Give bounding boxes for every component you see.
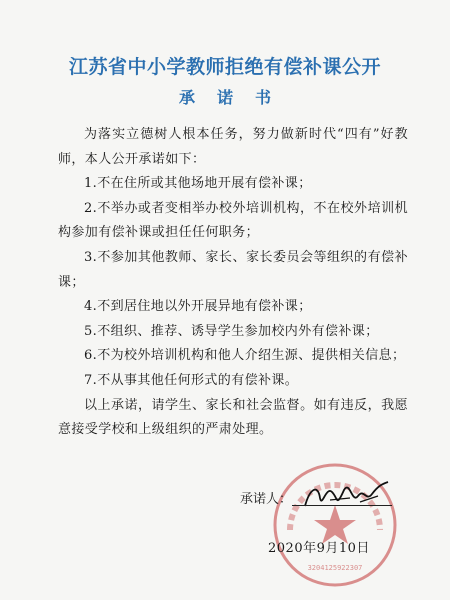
- handwritten-signature: [300, 478, 390, 514]
- document-title: 江苏省中小学教师拒绝有偿补课公开: [68, 56, 381, 78]
- document-subtitle: 承诺书: [178, 88, 293, 107]
- closing-paragraph: 以上承诺，请学生、家长和社会监督。如有违反，我愿意接受学校和上级组织的严肃处理。: [58, 397, 408, 438]
- commitment-item-1: 1.不在住所或其他场地开展有偿补课；: [84, 176, 312, 192]
- signing-date: 2020年9月10日: [268, 541, 370, 556]
- signature-underline: [292, 505, 392, 506]
- commitment-item-5: 5.不组织、推荐、诱导学生参加校内外有偿补课；: [84, 323, 379, 339]
- commitment-item-3: 3.不参加其他教师、家长、家长委员会等组织的有偿补课；: [58, 249, 408, 290]
- commitment-item-4: 4.不到居住地以外开展异地有偿补课；: [84, 299, 312, 315]
- commitment-item-2: 2.不举办或者变相举办校外培训机构，不在校外培训机构参加有偿补课或担任任何职务；: [58, 200, 408, 241]
- commitment-item-7: 7.不从事其他任何形式的有偿补课。: [84, 372, 299, 388]
- intro-paragraph: 为落实立德树人根本任务，努力做新时代“四有”好教师，本人公开承诺如下：: [58, 127, 408, 167]
- commitment-item-6: 6.不为校外培训机构和他人介绍生源、提供相关信息；: [84, 348, 406, 364]
- signer-label: 承诺人：: [240, 492, 293, 507]
- document-body: [58, 123, 408, 443]
- svg-text:3204125922307: 3204125922307: [307, 564, 363, 572]
